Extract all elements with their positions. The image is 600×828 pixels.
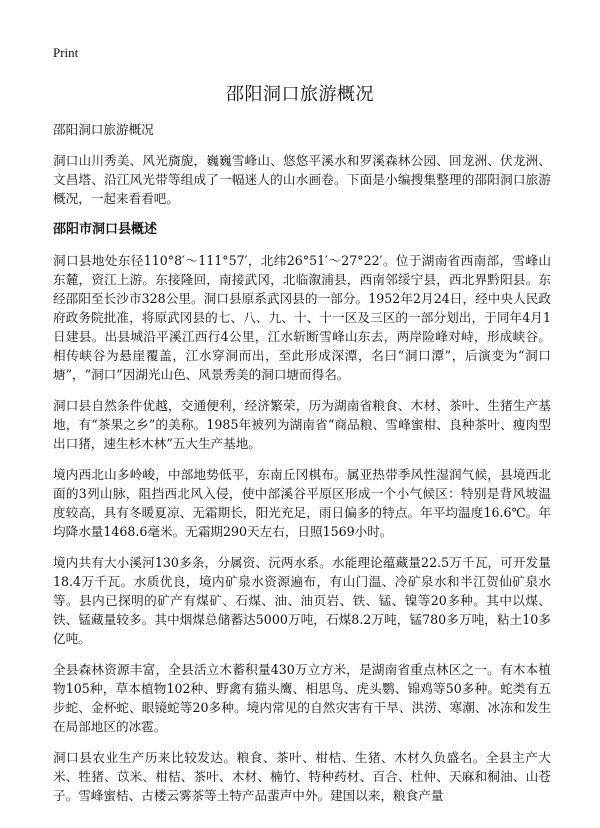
paragraph-forest: 全县森林资源丰富，全县活立木蓄积量430万立方米，是湖南省重点林区之一。有木本植物105种，草本植物102种、野禽有猫头鹰、相思鸟、虎头鹦、锦鸡等50多种。蛇类有五步蛇、金杯蛇、眼镜蛇等20多种。境内常见的自然灾害有干旱、洪涝、寒潮、冰冻和发生在局部地区的冰雹。 bbox=[53, 662, 551, 734]
paragraph-climate: 境内西北山多岭峻，中部地势低平，东南丘冈棋布。属亚热带季风性湿润气候，县境西北面的3列山脉，阻挡西北风入侵，使中部溪谷平原区形成一个小气候区：特别是背风坡温度较高，具有冬暖夏凉、无霜期长，阳光充足，雨日偏多的特点。年平均温度16.6℃。年均降水量1468.6毫米。无霜期290天左右，日照1569小时。 bbox=[53, 467, 551, 539]
article-subtitle: 邵阳洞口旅游概况 bbox=[53, 122, 154, 137]
intro-paragraph: 洞口山川秀美、风光旖旎，巍巍雪峰山、悠悠平溪水和罗溪森林公园、回龙洲、伏龙洲、文昌塔、沿江风光带等组成了一幅迷人的山水画卷。下面是小编搜集整理的邵阳洞口旅游概况，一起来看看吧。 bbox=[53, 153, 551, 206]
page-title: 邵阳洞口旅游概况 bbox=[226, 84, 374, 105]
paragraph-agriculture: 洞口县农业生产历来比较发达。粮食、茶叶、柑桔、生猪、木材久负盛名。全县主产大米、牲猪、苡米、柑桔、茶叶、木材、楠竹、特种药材、百合、杜仲、天麻和桐油、山苍子。雪峰蜜桔、古楼云雾茶等土特产品蜚声中外。建国以来，粮食产量 bbox=[53, 750, 551, 803]
section-heading: 邵阳市洞口县概述 bbox=[53, 222, 158, 237]
paragraph-resources: 境内共有大小溪河130多条，分属资、沅两水系。水能理论蕴藏量22.5万千瓦，可开发量18.4万千瓦。水质优良，境内矿泉水资源遍布，有山门温、冷矿泉水和半江贺仙矿泉水等。县内已探明的矿产有煤矿、石煤、油、油页岩、铁、锰、镍等20多种。其中以煤、铁、锰藏量较多。其中烟煤总储蓄达5000万吨，石煤8.2万吨，锰780多万吨，粘土10多亿吨。 bbox=[53, 555, 551, 646]
paragraph-economy: 洞口县自然条件优越，交通便利，经济繁荣，历为湖南省粮食、木材、茶叶、生猪生产基地，有“茶果之乡”的美称。1985年被列为湖南省“商品粮、雪峰蜜柑、良种茶叶、瘦肉型出口猪，速生杉木林”五大生产基地。 bbox=[53, 398, 551, 451]
print-link[interactable]: Print bbox=[53, 45, 79, 60]
article-body bbox=[53, 120, 551, 817]
paragraph-location: 洞口县地处东径110°8′～111°57′，北纬26°51′～27°22′。位于湖南省西南部，雪峰山东麓，资江上游。东接隆回，南接武冈，北临溆浦县，西南邻绥宁县，西北界黔阳县。东经邵阳至长沙市328公里。洞口县原系武冈县的一部分。1952年2月24日，经中央人民政府政务院批准，将原武冈县的七、八、九、十、十一区及三区的一部分划出，于同年4月1日建县。出县城沿平溪江西行4公里，江水斩断雪峰山东去，两岸险峰对峙，形成峡谷。相传峡谷为悬崖覆盖，江水穿洞而出，至此形成深潭，名曰“洞口潭”，后演变为“洞口塘”，“洞口”因湖光山色、风景秀美的洞口塘而得名。 bbox=[53, 253, 551, 382]
